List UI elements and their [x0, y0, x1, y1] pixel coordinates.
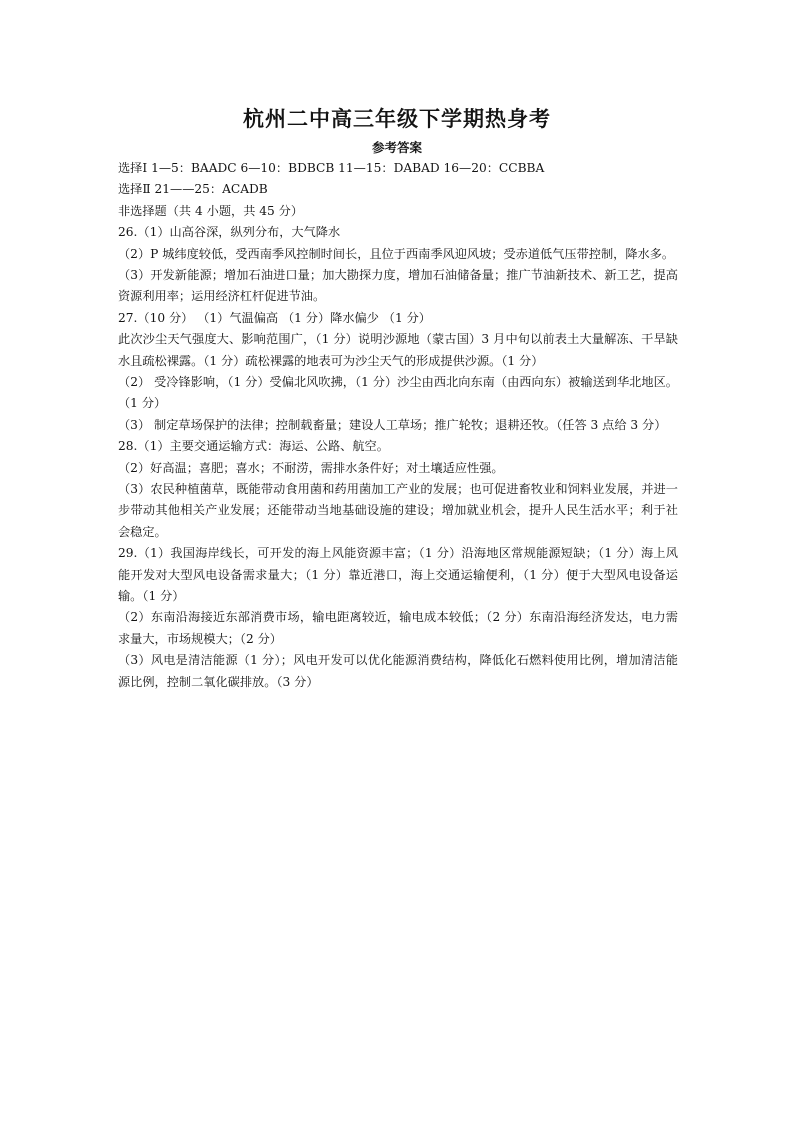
answer-line: 选择Ⅰ 1—5：BAADC 6—10：BDBCB 11—15：DABAD 16—20：CCBBA [118, 161, 545, 175]
answer-line: （3） 制定草场保护的法律；控制载畜量；建设人工草场；推广轮牧；退耕还牧。（任答 3 点给 3 分） [118, 417, 667, 432]
answer-line: （3）开发新能源；增加石油进口量；加大勘探力度，增加石油储备量；推广节油新技术、新工艺，提高资源利用率；运用经济杠杆促进节油。 [118, 267, 678, 304]
page-title: 杭州二中高三年级下学期热身考 [243, 107, 551, 131]
page-subtitle: 参考答案 [371, 140, 422, 155]
answer-line: 26.（1）山高谷深，纵列分布，大气降水 [118, 225, 341, 240]
answer-line: 选择Ⅱ 21——25：ACADB [118, 182, 268, 197]
answer-line: 此次沙尘天气强度大、影响范围广，（1 分）说明沙源地（蒙古国）3 月中旬以前表土大量解冻、干旱缺水且疏松裸露。（1 分）疏松裸露的地表可为沙尘天气的形成提供沙源。（1 分） [118, 332, 678, 368]
answer-line: 29.（1）我国海岸线长，可开发的海上风能资源丰富；（1 分）沿海地区常规能源短缺；（1 分）海上风能开发对大型风电设备需求量大；（1 分）靠近港口，海上交通运输便利，（1 分）便于大型风电设备运输。（1 分） [118, 546, 678, 604]
answer-line: 27.（10 分） （1）气温偏高 （1 分）降水偏少 （1 分） [118, 310, 431, 325]
answer-line: （3）农民种植菌草，既能带动食用菌和药用菌加工产业的发展；也可促进畜牧业和饲料业发展，并进一步带动其他相关产业发展；还能带动当地基础设施的建设；增加就业机会，提升人民生活水平；利于社会稳定。 [118, 481, 678, 539]
answer-line: （2）P 城纬度较低，受西南季风控制时间长，且位于西南季风迎风坡；受赤道低气压带控制，降水多。 [118, 246, 675, 261]
answer-line: （2）好高温；喜肥；喜水；不耐涝，需排水条件好；对土壤适应性强。 [118, 460, 504, 475]
answer-line: 非选择题（共 4 小题，共 45 分） [118, 203, 304, 218]
answer-line: （3）风电是清洁能源（1 分）；风电开发可以优化能源消费结构，降低化石燃料使用比例，增加清洁能源比例，控制二氧化碳排放。（3 分） [118, 653, 678, 689]
answer-body [118, 158, 678, 693]
answer-line: （2）东南沿海接近东部消费市场，输电距离较近，输电成本较低；（2 分）东南沿海经济发达，电力需求量大，市场规模大；（2 分） [118, 610, 678, 646]
answer-line: 28.（1）主要交通运输方式：海运、公路、航空。 [118, 439, 389, 454]
answer-line: （2） 受冷锋影响，（1 分）受偏北风吹拂，（1 分）沙尘由西北向东南（由西向东）被输送到华北地区。（1 分） [118, 374, 678, 411]
